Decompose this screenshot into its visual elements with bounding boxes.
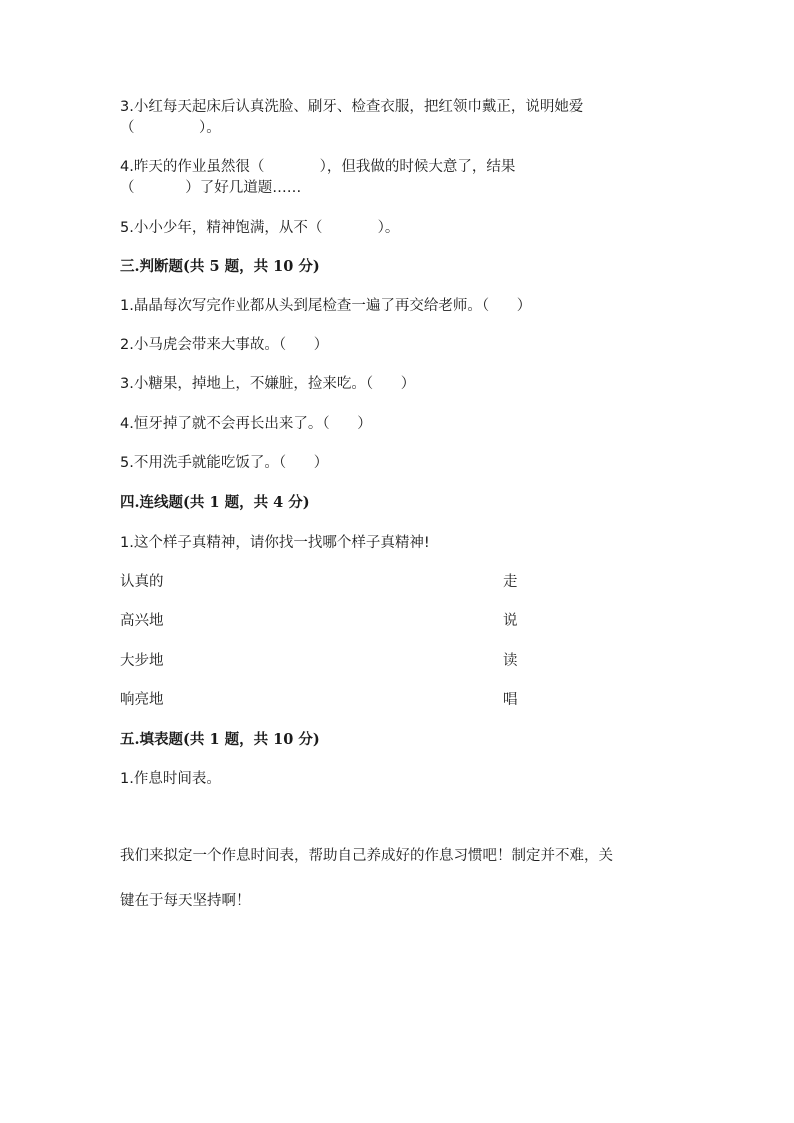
judgment-item-5: 5.不用洗手就能吃饭了。（ ） (120, 455, 329, 471)
section-heading-table: 五.填表题(共 1 题，共 10 分) (120, 731, 320, 748)
table-question: 1.作息时间表。 (120, 771, 221, 787)
judgment-item-4: 4.恒牙掉了就不会再长出来了。（ ） (120, 416, 372, 432)
fill-blank-item-3-line2: （ ）。 (120, 120, 221, 136)
matching-question: 1.这个样子真精神，请你找一找哪个样子真精神! (120, 535, 430, 551)
matching-left-4: 响亮地 (120, 692, 164, 708)
section-heading-judgment: 三.判断题(共 5 题，共 10 分) (120, 258, 320, 275)
fill-blank-item-3-line1: 3.小红每天起床后认真洗脸、刷牙、检查衣服，把红领巾戴正，说明她爱 (120, 99, 584, 115)
matching-left-2: 高兴地 (120, 613, 164, 629)
fill-blank-item-4-line2: （ ）了好几道题…… (120, 180, 302, 196)
judgment-item-2: 2.小马虎会带来大事故。（ ） (120, 337, 329, 353)
fill-blank-item-4-line1: 4.昨天的作业虽然很（ ），但我做的时候大意了，结果 (120, 159, 516, 175)
section-heading-matching: 四.连线题(共 1 题，共 4 分) (120, 494, 310, 511)
judgment-item-3: 3.小糖果，掉地上，不嫌脏，捡来吃。（ ） (120, 376, 416, 392)
fill-blank-item-5: 5.小小少年，精神饱满，从不（ ）。 (120, 220, 400, 236)
judgment-item-1: 1.晶晶每次写完作业都从头到尾检查一遍了再交给老师。（ ） (120, 298, 532, 314)
instruction-paragraph-line1: 我们来拟定一个作息时间表，帮助自己养成好的作息习惯吧！制定并不难，关 (120, 848, 613, 864)
matching-right-3: 读 (503, 653, 518, 669)
matching-right-1: 走 (503, 574, 518, 590)
matching-right-4: 唱 (503, 692, 518, 708)
matching-left-3: 大步地 (120, 653, 164, 669)
instruction-paragraph-line2: 键在于每天坚持啊！ (120, 893, 251, 909)
matching-right-2: 说 (503, 613, 518, 629)
matching-left-1: 认真的 (120, 574, 164, 590)
